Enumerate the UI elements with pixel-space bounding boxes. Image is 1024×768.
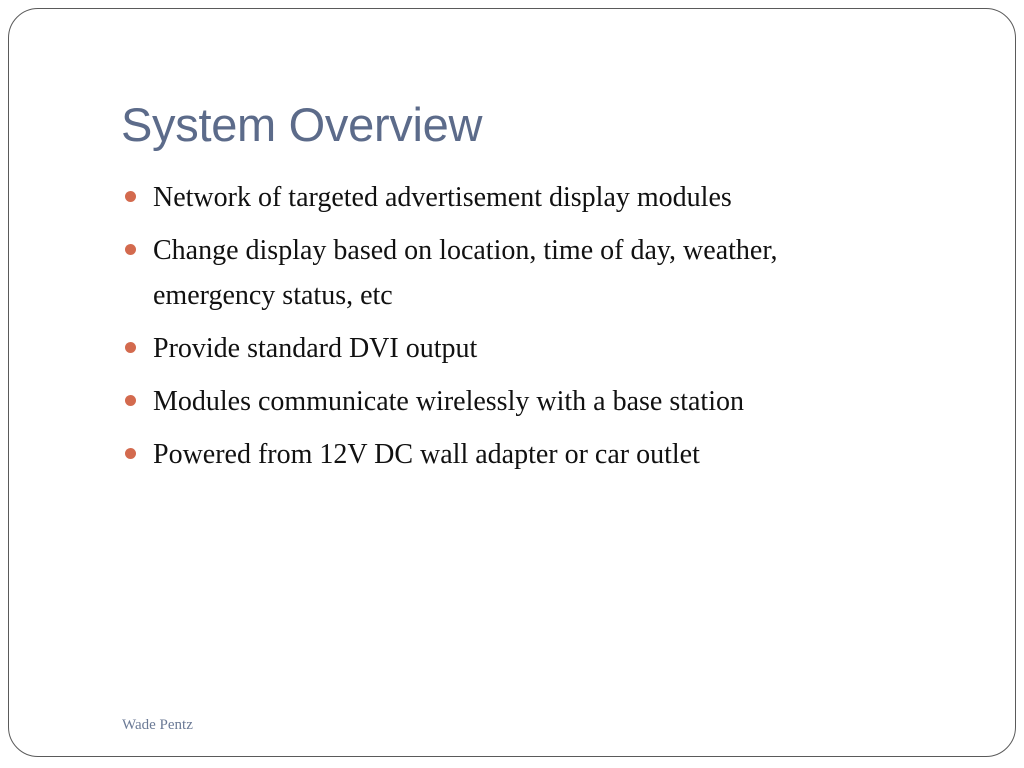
bullet-dot-icon	[125, 448, 136, 459]
bullet-dot-icon	[125, 191, 136, 202]
slide-frame	[8, 8, 1016, 757]
bullet-item	[121, 228, 901, 318]
bullet-item	[121, 379, 901, 424]
bullet-dot-icon	[125, 395, 136, 406]
bullet-item	[121, 326, 901, 371]
bullet-dot-icon	[125, 244, 136, 255]
slide-title: System Overview	[121, 98, 483, 151]
bullet-list	[121, 175, 901, 485]
footer-author: Wade Pentz	[122, 717, 193, 733]
bullet-text: Modules communicate wirelessly with a base station	[153, 386, 744, 417]
bullet-text: Network of targeted advertisement display modules	[153, 182, 732, 213]
bullet-item	[121, 432, 901, 477]
bullet-item	[121, 175, 901, 220]
bullet-text: Change display based on location, time of day, weather, emergency status, etc	[153, 235, 778, 311]
bullet-text: Provide standard DVI output	[153, 333, 478, 364]
bullet-dot-icon	[125, 342, 136, 353]
bullet-text: Powered from 12V DC wall adapter or car outlet	[153, 439, 700, 470]
